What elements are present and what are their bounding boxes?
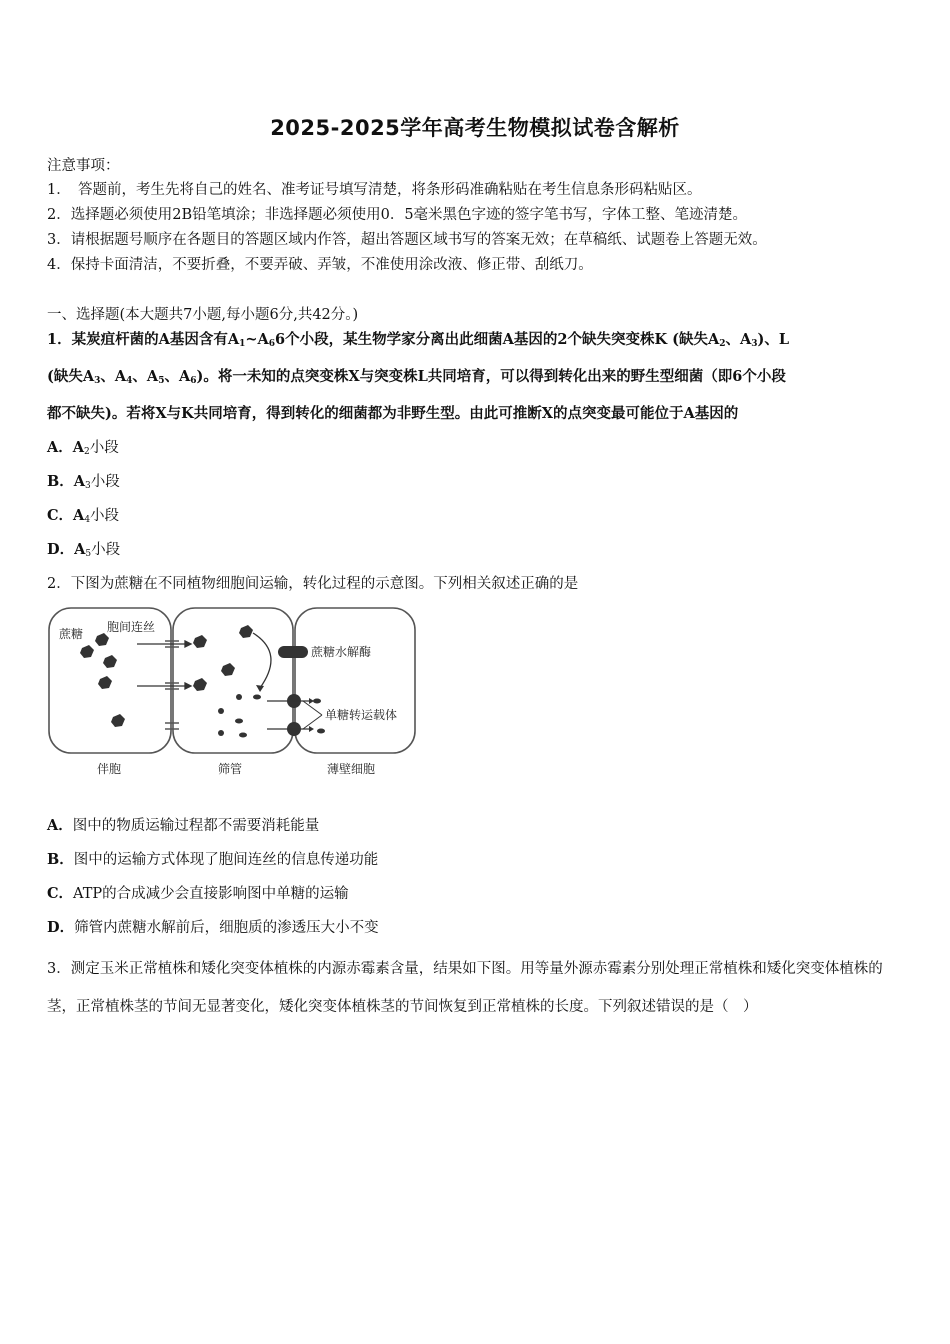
q2-stem: 2．下图为蔗糖在不同植物细胞间运输，转化过程的示意图。下列相关叙述正确的是 <box>47 576 579 592</box>
q1-option-b: B．$A_3$小段 <box>47 473 120 491</box>
label-sucrose: 蔗糖 <box>59 627 84 641</box>
q1-stem-line1: 1．某炭疽杆菌的A基因含有$A_1\sim A_66$个小段，某生物学家分离出此细菌A基因的2个缺失突变株K (缺失$A_2$、$A_3$)、L <box>47 331 790 349</box>
label-sucrase: 蔗糖水解酶 <box>311 645 372 659</box>
q1-option-a: A．$A_2$小段 <box>47 439 119 457</box>
sucrose-transport-figure <box>45 603 420 781</box>
sucrase-enzyme-icon <box>278 646 308 658</box>
notice-item-4: 4．保持卡面清洁，不要折叠，不要弄破、弄皱，不准使用涂改液、修正带、刮纸刀。 <box>47 257 593 273</box>
q2-option-a: A．图中的物质运输过程都不需要消耗能量 <box>47 817 320 834</box>
q1-option-c: C．$A_4$小段 <box>47 507 120 525</box>
sieve-tube-outline <box>173 608 293 753</box>
notice-item-2: 2．选择题必须使用2B铅笔填涂；非选择题必须使用0．5毫米黑色字迹的签字笔书写，字体工整、笔迹清楚。 <box>47 207 748 223</box>
label-parenchyma-cell: 薄壁细胞 <box>327 762 376 776</box>
parenchyma-cell-outline <box>295 608 415 753</box>
notice-item-1: 1． 答题前，考生先将自己的姓名、准考证号填写清楚，将条形码准确粘贴在考生信息条形码粘贴区。 <box>47 182 702 198</box>
q3-stem: 3．测定玉米正常植株和矮化突变体植株的内源赤霉素含量，结果如下图。用等量外源赤霉素分别处理正常植株和矮化突变体植株的茎，正常植株茎的节间无显著变化，矮化突变体植株茎的节间恢复到正常植株的长度。下列叙述错误的是（ ） <box>47 961 883 1015</box>
q1-option-d: D．$A_5$小段 <box>47 541 121 559</box>
q2-option-b: B．图中的运输方式体现了胞间连丝的信息传递功能 <box>47 851 379 868</box>
section-heading: 一、选择题(本大题共7小题,每小题6分,共42分。) <box>47 307 359 323</box>
label-plasmodesmata: 胞间连丝 <box>107 620 156 634</box>
label-sieve-tube: 筛管 <box>218 762 243 776</box>
plasmodesmata-icon <box>165 641 179 729</box>
label-transporter: 单糖转运载体 <box>325 708 398 722</box>
page-title: 2025-2025学年高考生物模拟试卷含解析 <box>270 116 680 140</box>
q1-stem-line2: (缺失$A_3$、$A_4$、$A_5$、$A_6$)。将一未知的点突变株X与突变株L共同培育，可以得到转化出来的野生型细菌（即6个小段 <box>47 368 786 386</box>
notice-heading: 注意事项： <box>47 158 120 174</box>
q2-option-d: D．筛管内蔗糖水解前后，细胞质的渗透压大小不变 <box>47 919 379 936</box>
notice-item-3: 3．请根据题号顺序在各题目的答题区域内作答，超出答题区域书写的答案无效；在草稿纸、试题卷上答题无效。 <box>47 232 767 248</box>
q2-option-c: C．ATP的合成减少会直接影响图中单糖的运输 <box>47 885 349 902</box>
label-companion-cell: 伴胞 <box>97 762 122 776</box>
q1-stem-line3: 都不缺失)。若将X与K共同培育，得到转化的细菌都为非野生型。由此可推断X的点突变最可能位于A基因的 <box>47 405 739 422</box>
